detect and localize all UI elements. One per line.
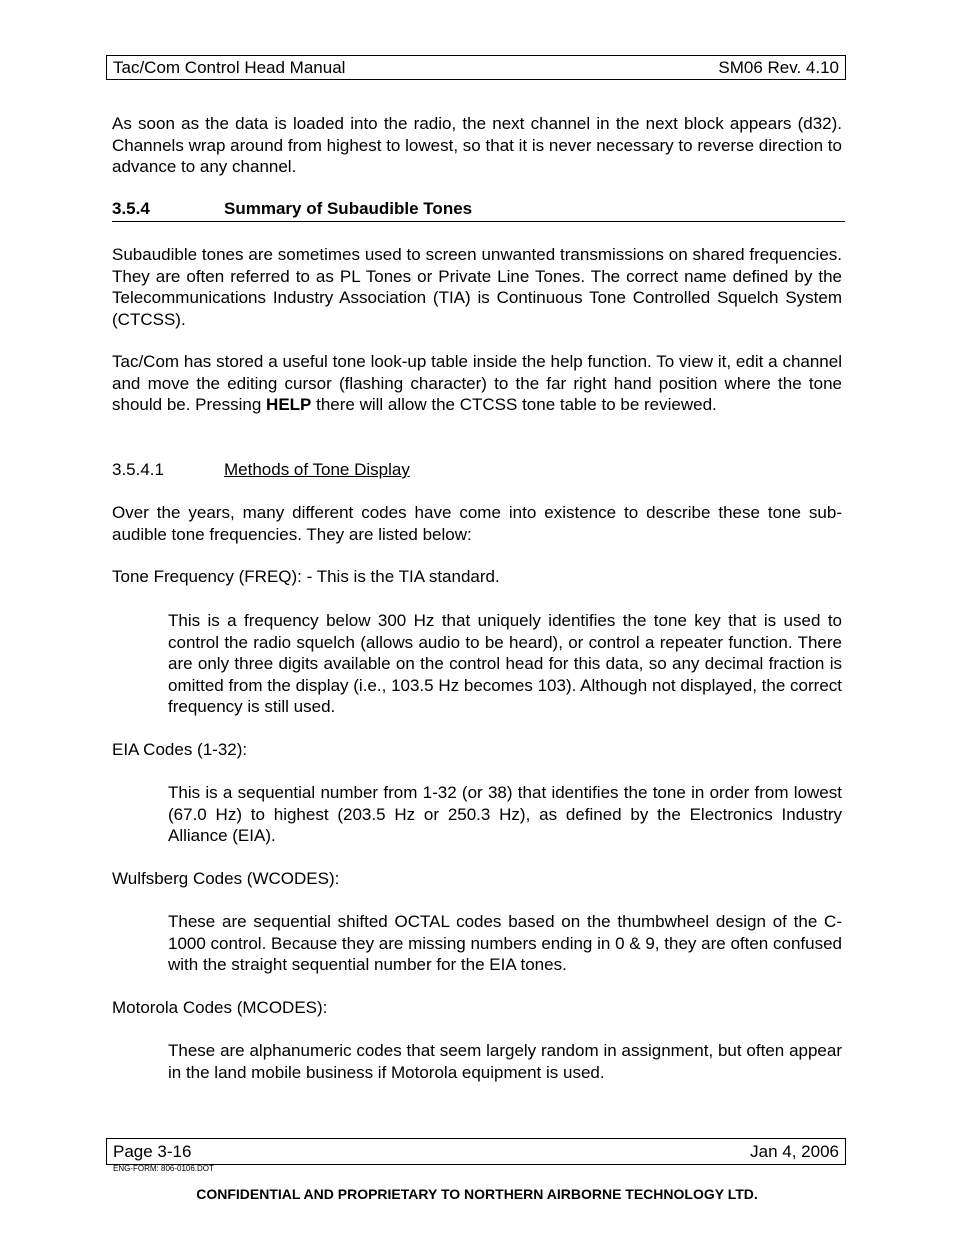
eia-label-block xyxy=(112,739,842,761)
wulfsberg-description: These are sequential shifted OCTAL codes based on the thumbwheel design of the C-1000 control. Because they are missing numbers ending in 0 & 9, they are often confused with the straight sequential number for the EIA tones. xyxy=(168,912,842,974)
motorola-label: Motorola Codes (MCODES): xyxy=(112,998,328,1017)
section-number: 3.5.4 xyxy=(112,199,150,218)
form-id: ENG-FORM: 806-0106.DOT xyxy=(113,1164,214,1173)
subsection-title: Methods of Tone Display xyxy=(224,460,410,479)
tone-freq-label-block xyxy=(112,566,842,588)
wulfsberg-desc-block xyxy=(112,911,842,976)
motorola-label-block xyxy=(112,997,842,1019)
para2-text-after: there will allow the CTCSS tone table to be reviewed. xyxy=(311,395,717,414)
tone-freq-desc-block xyxy=(112,610,842,718)
section-paragraph-1: Subaudible tones are sometimes used to screen unwanted transmissions on shared frequencies. They are often referred to as PL Tones or Private Line Tones. The correct name defined by the Telecommunications Industry Association (TIA) is Continuous Tone Controlled Squelch System (CTCSS). xyxy=(112,245,842,329)
eia-desc-block xyxy=(112,782,842,847)
footer-date: Jan 4, 2006 xyxy=(750,1141,839,1161)
page-header xyxy=(106,55,846,80)
section-paragraph-2 xyxy=(112,351,842,416)
wulfsberg-label-block xyxy=(112,868,842,890)
eia-description: This is a sequential number from 1-32 (or 38) that identifies the tone in order from lowest (67.0 Hz) to highest (203.5 Hz or 250.3 Hz), as defined by the Electronics Industry Alliance (EIA). xyxy=(168,783,842,845)
para2-text-before: Tac/Com has stored a useful tone look-up table inside the help function. To view it, edit a channel and move the editing cursor (flashing character) to the far right hand position where the tone should be. Pressing xyxy=(112,352,842,414)
subsection-paragraph: Over the years, many different codes have come into existence to describe these tone sub-audible tone frequencies. They are listed below: xyxy=(112,503,842,544)
tone-freq-description: This is a frequency below 300 Hz that uniquely identifies the tone key that is used to control the radio squelch (allows audio to be heard), or control a repeater function. There are only three digits available on the control head for this data, so any decimal fraction is omitted from the display (i.e., 103.5 Hz becomes 103). Although not displayed, the correct frequency is still used. xyxy=(168,611,842,716)
tone-freq-label: Tone Frequency (FREQ): - This is the TIA standard. xyxy=(112,567,500,586)
eia-label: EIA Codes (1-32): xyxy=(112,740,248,759)
section-heading xyxy=(112,198,845,222)
help-key-label: HELP xyxy=(266,395,312,414)
motorola-description: These are alphanumeric codes that seem largely random in assignment, but often appear in the land mobile business if Motorola equipment is used. xyxy=(168,1041,842,1082)
subsection-heading xyxy=(112,459,410,480)
intro-block xyxy=(112,113,842,178)
subsection-number: 3.5.4.1 xyxy=(112,460,164,479)
page-number: Page 3-16 xyxy=(113,1141,192,1161)
motorola-desc-block xyxy=(112,1040,842,1083)
wulfsberg-label: Wulfsberg Codes (WCODES): xyxy=(112,869,340,888)
revision-label: SM06 Rev. 4.10 xyxy=(718,57,839,77)
subsection-para-block xyxy=(112,502,842,545)
section-para1-block xyxy=(112,244,842,330)
section-title: Summary of Subaudible Tones xyxy=(224,199,473,218)
intro-paragraph: As soon as the data is loaded into the radio, the next channel in the next block appears (d32). Channels wrap around from highest to lowest, so that it is never necessary to reverse direction to advance to any channel. xyxy=(112,114,842,176)
section-para2-block xyxy=(112,351,842,416)
manual-title: Tac/Com Control Head Manual xyxy=(113,57,346,77)
confidential-notice: CONFIDENTIAL AND PROPRIETARY TO NORTHERN AIRBORNE TECHNOLOGY LTD. xyxy=(196,1186,758,1202)
page-footer xyxy=(106,1138,846,1165)
